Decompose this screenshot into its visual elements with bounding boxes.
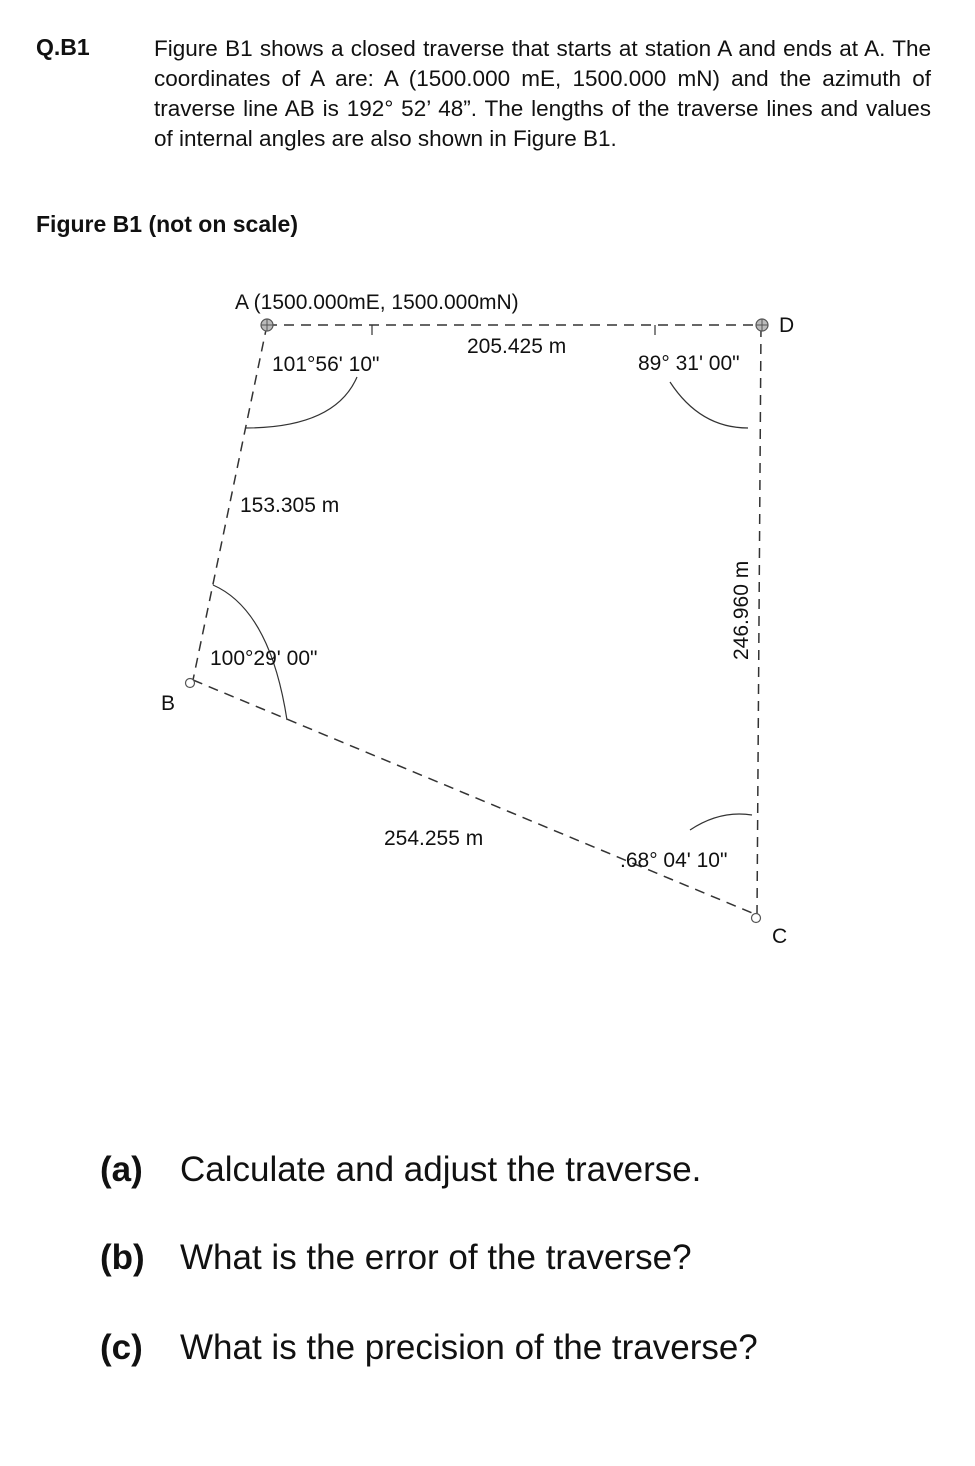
length-bc-label: 254.255 m [384, 827, 484, 850]
traverse-line-cd [757, 325, 761, 915]
station-marker-d [756, 319, 768, 331]
station-a-label: A (1500.000mE, 1500.000mN) [235, 291, 519, 314]
angle-arc-c [690, 814, 752, 830]
part-c-text: What is the precision of the traverse? [180, 1328, 758, 1367]
angle-arc-a [245, 377, 357, 428]
length-ab-label: 153.305 m [240, 494, 340, 517]
length-da-label: 205.425 m [467, 335, 567, 358]
part-a-label: (a) [100, 1150, 143, 1189]
station-marker-b [186, 679, 195, 688]
part-a-text: Calculate and adjust the traverse. [180, 1150, 702, 1189]
station-marker-a [261, 319, 273, 331]
station-d-label: D [779, 314, 795, 337]
part-c-label: (c) [100, 1328, 143, 1367]
angle-d-label: 89° 31' 00" [638, 352, 740, 375]
part-b-label: (b) [100, 1238, 145, 1277]
traverse-line-bc [193, 680, 757, 915]
part-b [100, 1238, 692, 1278]
angle-arc-d [670, 382, 748, 428]
angle-b-label: 100°29' 00" [210, 647, 318, 670]
question-number: Q.B1 [36, 34, 90, 60]
part-c [100, 1328, 758, 1368]
angle-a-label: 101°56' 10" [272, 353, 380, 376]
station-marker-c [752, 914, 761, 923]
length-cd-label: 246.960 m [730, 560, 753, 660]
question-text: Figure B1 shows a closed traverse that starts at station A and ends at A. The coordinates of A are: A (1500.000 mE, 1500.000 mN) and the azimuth of traverse line AB is 192° 52’ 48”. The lengths of the traverse lines and values of internal angles are also shown in Figure B1. [154, 36, 931, 151]
figure-caption: Figure B1 (not on scale) [36, 211, 298, 237]
part-a [100, 1150, 701, 1190]
station-c-label: C [772, 925, 788, 948]
station-b-label: B [161, 692, 176, 715]
part-b-text: What is the error of the traverse? [180, 1238, 692, 1277]
angle-c-label: .68° 04' 10" [620, 849, 728, 872]
